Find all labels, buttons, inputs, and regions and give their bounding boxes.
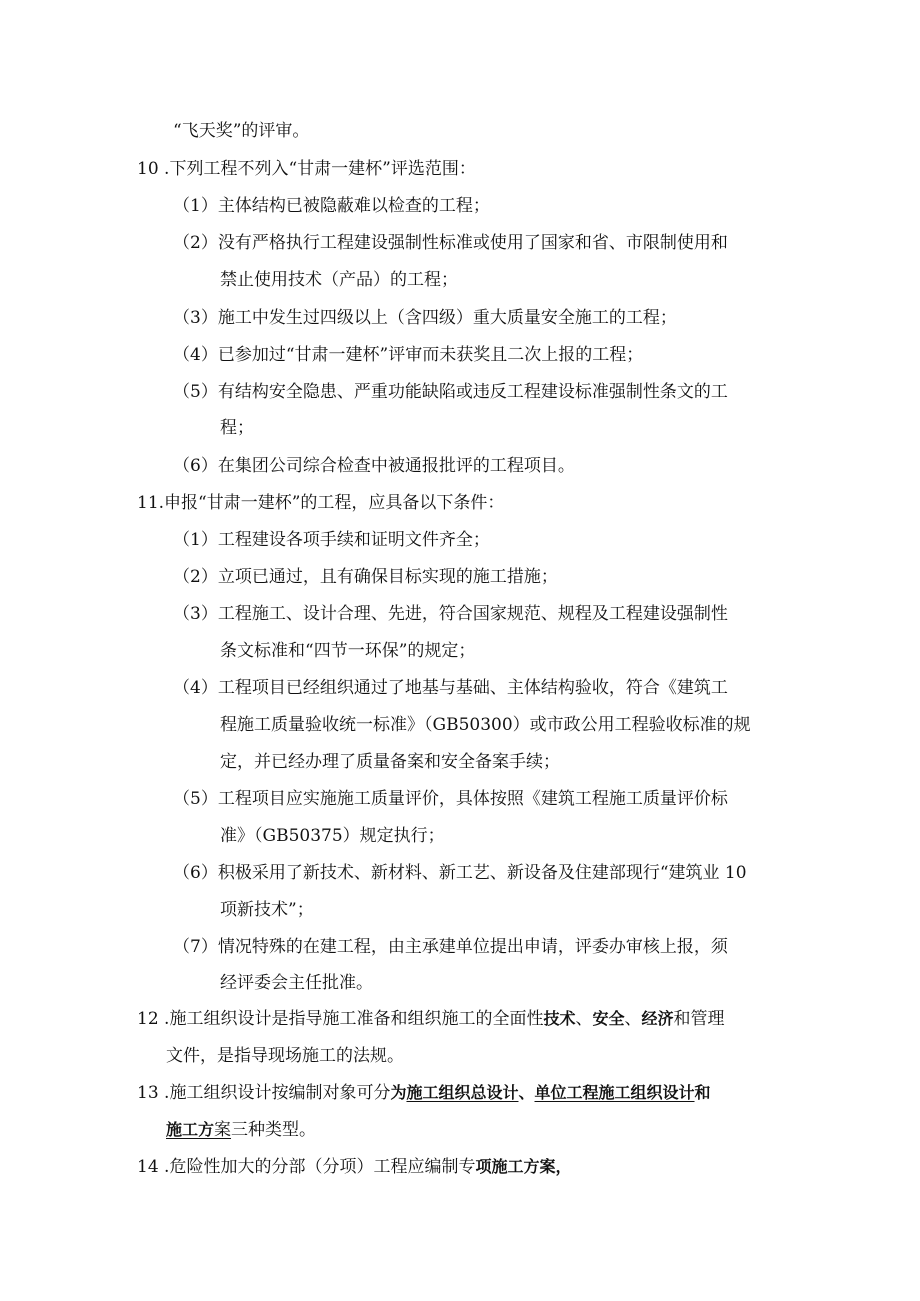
underlined-term: 案 — [214, 1120, 232, 1140]
item-11-sub-4: （4）工程项目已经组织通过了地基与基础、主体结构验收，符合《建筑工 — [173, 678, 728, 698]
item-12-cont: 文件，是指导现场施工的法规。 — [166, 1046, 404, 1066]
text-run: 、 — [518, 1083, 535, 1102]
item-11-sub-6-cont: 项新技术”； — [220, 900, 314, 920]
item-10-sub-6: （6）在集团公司综合检查中被通报批评的工程项目。 — [173, 456, 575, 476]
item-10-heading: 10 .下列工程不列入“甘肃一建杯”评选范围： — [137, 159, 476, 179]
underlined-term: 施工方 — [166, 1120, 215, 1139]
item-10-sub-5-cont: 程； — [220, 418, 254, 438]
bold-term: 项施工方案， — [475, 1157, 572, 1176]
bold-term: 为 — [390, 1083, 407, 1102]
text-run: 14 .危险性加大的分部（分项）工程应编制专 — [137, 1157, 476, 1177]
item-11-sub-4-cont: 定，并已经办理了质量备案和安全备案手续； — [220, 752, 560, 772]
item-10-sub-4: （4）已参加过“甘肃一建杯”评审而未获奖且二次上报的工程； — [173, 345, 644, 365]
item-11-sub-3-cont: 条文标准和“四节一环保”的规定； — [220, 641, 476, 661]
item-11-sub-7: （7）情况特殊的在建工程，由主承建单位提出申请，评委办审核上报，须 — [173, 937, 728, 957]
bold-term: 安全 — [592, 1009, 625, 1028]
item-10-sub-2-cont: 禁止使用技术（产品）的工程； — [220, 270, 458, 290]
underlined-term: 施工组织总设计 — [406, 1083, 519, 1102]
item-11-sub-2: （2）立项已通过，且有确保目标实现的施工措施； — [173, 567, 558, 587]
text-run: 、 — [624, 1009, 642, 1029]
text-run: 、 — [575, 1009, 593, 1029]
text-run: 12 .施工组织设计是指导施工准备和组织施工的全面性 — [137, 1009, 544, 1029]
item-14-line — [137, 1156, 571, 1178]
bold-term: 和 — [694, 1083, 711, 1102]
text-run: 三种类型。 — [231, 1120, 317, 1140]
item-11-sub-1: （1）工程建设各项手续和证明文件齐全； — [173, 530, 490, 550]
item-12-line — [137, 1008, 725, 1030]
paragraph-line: “飞天奖”的评审。 — [173, 121, 310, 141]
item-11-sub-5-cont: 准》（GB50375）规定执行； — [220, 826, 445, 846]
item-10-sub-2: （2）没有严格执行工程建设强制性标准或使用了国家和省、市限制使用和 — [173, 233, 728, 253]
item-11-sub-4-cont: 程施工质量验收统一标准》（GB50300）或市政公用工程验收标准的规 — [220, 715, 751, 735]
item-11-heading: 11.申报“甘肃一建杯”的工程，应具备以下条件： — [137, 493, 505, 513]
item-13-line — [137, 1082, 711, 1104]
item-11-sub-6: （6）积极采用了新技术、新材料、新工艺、新设备及住建部现行“建筑业 10 — [173, 863, 747, 883]
bold-term: 经济 — [641, 1009, 674, 1028]
item-11-sub-7-cont: 经评委会主任批准。 — [220, 973, 373, 993]
item-10-sub-3: （3）施工中发生过四级以上（含四级）重大质量安全施工的工程； — [173, 308, 677, 328]
item-11-sub-3: （3）工程施工、设计合理、先进，符合国家规范、规程及工程建设强制性 — [173, 604, 728, 624]
item-10-sub-1: （1）主体结构已被隐蔽难以检查的工程； — [173, 196, 490, 216]
item-11-sub-5: （5）工程项目应实施施工质量评价，具体按照《建筑工程施工质量评价标 — [173, 789, 728, 809]
item-13-cont — [166, 1119, 316, 1141]
item-10-sub-5: （5）有结构安全隐患、严重功能缺陷或违反工程建设标准强制性条文的工 — [173, 382, 728, 402]
text-run: 和管理 — [673, 1009, 725, 1029]
text-run: 13 .施工组织设计按编制对象可分 — [137, 1083, 391, 1103]
underlined-term: 单位工程施工组织设计 — [534, 1083, 695, 1102]
bold-term: 技术 — [543, 1009, 576, 1028]
